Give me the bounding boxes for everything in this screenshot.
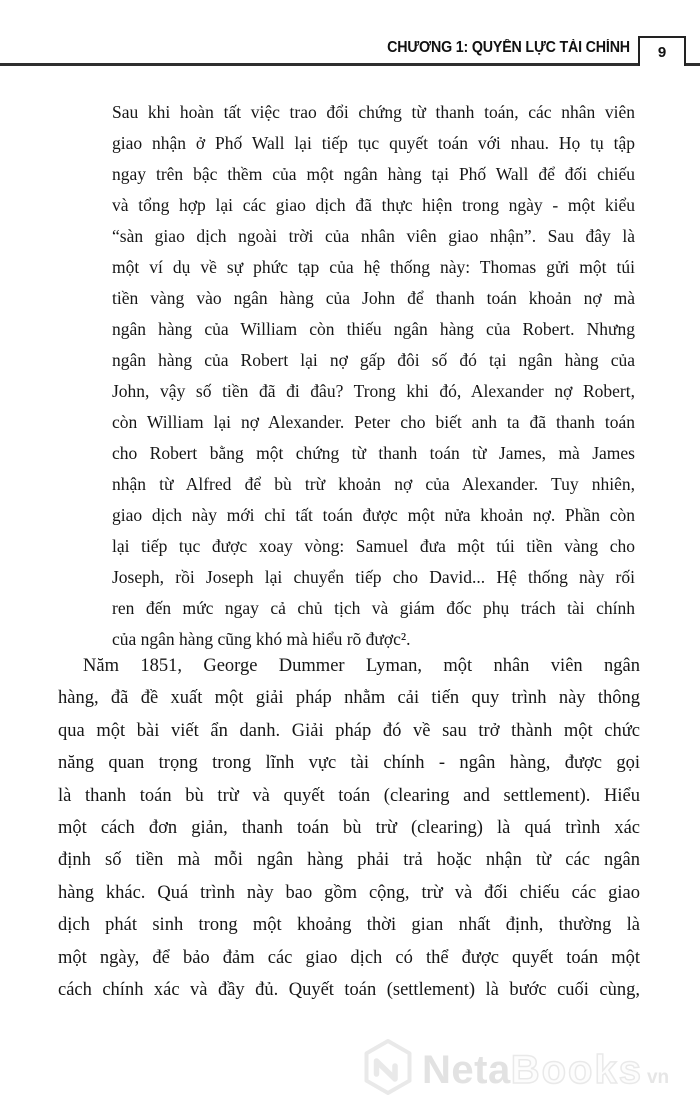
text-line: một cách đơn giản, thanh toán bù trừ (clearing) là quá trình xác <box>58 817 640 838</box>
body-paragraph <box>58 650 640 1006</box>
text-line: năng quan trọng trong lĩnh vực tài chính - ngân hàng, được gọi <box>58 753 640 774</box>
header-rule-right <box>686 63 700 66</box>
hexagon-n-icon <box>362 1038 414 1101</box>
text-line: Joseph, rồi Joseph lại chuyển tiếp cho David... Hệ thống này rối <box>112 567 635 587</box>
text-line: cách chính xác và đầy đủ. Quyết toán (settlement) là bước cuối cùng, <box>58 979 640 1000</box>
text-line: cho Robert bằng một chứng từ thanh toán từ James, mà James <box>112 443 635 463</box>
text-line: của ngân hàng cũng khó mà hiểu rõ được². <box>112 629 411 649</box>
text-line: hàng, đã đề xuất một giải pháp nhằm cải tiến quy trình này thông <box>58 688 640 709</box>
header-rule-left <box>0 63 638 66</box>
text-line: hàng khác. Quá trình này bao gồm cộng, trừ và đối chiếu các giao <box>58 882 640 903</box>
chapter-header-title: CHƯƠNG 1: QUYỀN LỰC TÀI CHÍNH <box>387 39 630 56</box>
page-number-tab <box>638 36 686 66</box>
page-number: 9 <box>657 43 667 61</box>
text-line: nhận từ Alfred để bù trừ khoản nợ của Alexander. Tuy nhiên, <box>112 474 635 494</box>
text-line: một ví dụ về sự phức tạp của hệ thống này: Thomas gửi một túi <box>112 257 635 277</box>
watermark-brand-tld: vn <box>646 1066 670 1088</box>
text-line: John, vậy số tiền đã đi đâu? Trong khi đó, Alexander nợ Robert, <box>112 381 635 401</box>
text-line: dịch phát sinh trong một khoảng thời gian nhất định, thường là <box>58 915 640 936</box>
text-line: lại tiếp tục được xoay vòng: Samuel đưa một túi tiền vàng cho <box>112 536 635 556</box>
text-line: và tổng hợp lại các giao dịch đã thực hiện trong ngày - một kiểu <box>112 195 635 215</box>
text-line: giao nhận ở Phố Wall lại tiếp tục quyết toán với nhau. Họ tụ tập <box>112 133 635 153</box>
text-line: Sau khi hoàn tất việc trao đổi chứng từ thanh toán, các nhân viên <box>112 102 635 122</box>
text-line: ngay trên bậc thềm của một ngân hàng tại Phố Wall để đối chiếu <box>112 164 635 184</box>
text-line: ngân hàng của William còn thiếu ngân hàng của Robert. Nhưng <box>112 319 635 339</box>
text-line: Năm 1851, George Dummer Lyman, một nhân viên ngân <box>83 656 640 676</box>
text-line: qua một bài viết ẩn danh. Giải pháp đó về sau trở thành một chức <box>58 720 640 741</box>
text-line: giao dịch này mới chỉ tất toán được một nửa khoản nợ. Phần còn <box>112 505 635 525</box>
text-line: một ngày, để bảo đảm các giao dịch có thể được quyết toán một <box>58 947 640 968</box>
watermark <box>362 1038 669 1101</box>
text-line: định số tiền mà mỗi ngân hàng phải trả hoặc nhận từ các ngân <box>58 850 640 871</box>
watermark-brand-secondary: Books <box>510 1047 643 1092</box>
text-line: ngân hàng của Robert lại nợ gấp đôi số đó tại ngân hàng của <box>112 350 635 370</box>
text-line: tiền vàng vào ngân hàng của John để thanh toán khoản nợ mà <box>112 288 635 308</box>
text-line: ren đến mức ngay cả chủ tịch và giám đốc phụ trách tài chính <box>112 598 635 618</box>
blockquote-paragraph <box>112 97 635 655</box>
watermark-brand-primary: Neta <box>422 1047 511 1092</box>
watermark-brand <box>422 1047 670 1092</box>
text-line: “sàn giao dịch ngoài trời của nhân viên giao nhận”. Sau đây là <box>112 226 635 246</box>
text-line: là thanh toán bù trừ và quyết toán (clearing and settlement). Hiểu <box>58 785 640 806</box>
text-line: còn William lại nợ Alexander. Peter cho biết anh ta đã thanh toán <box>112 412 635 432</box>
